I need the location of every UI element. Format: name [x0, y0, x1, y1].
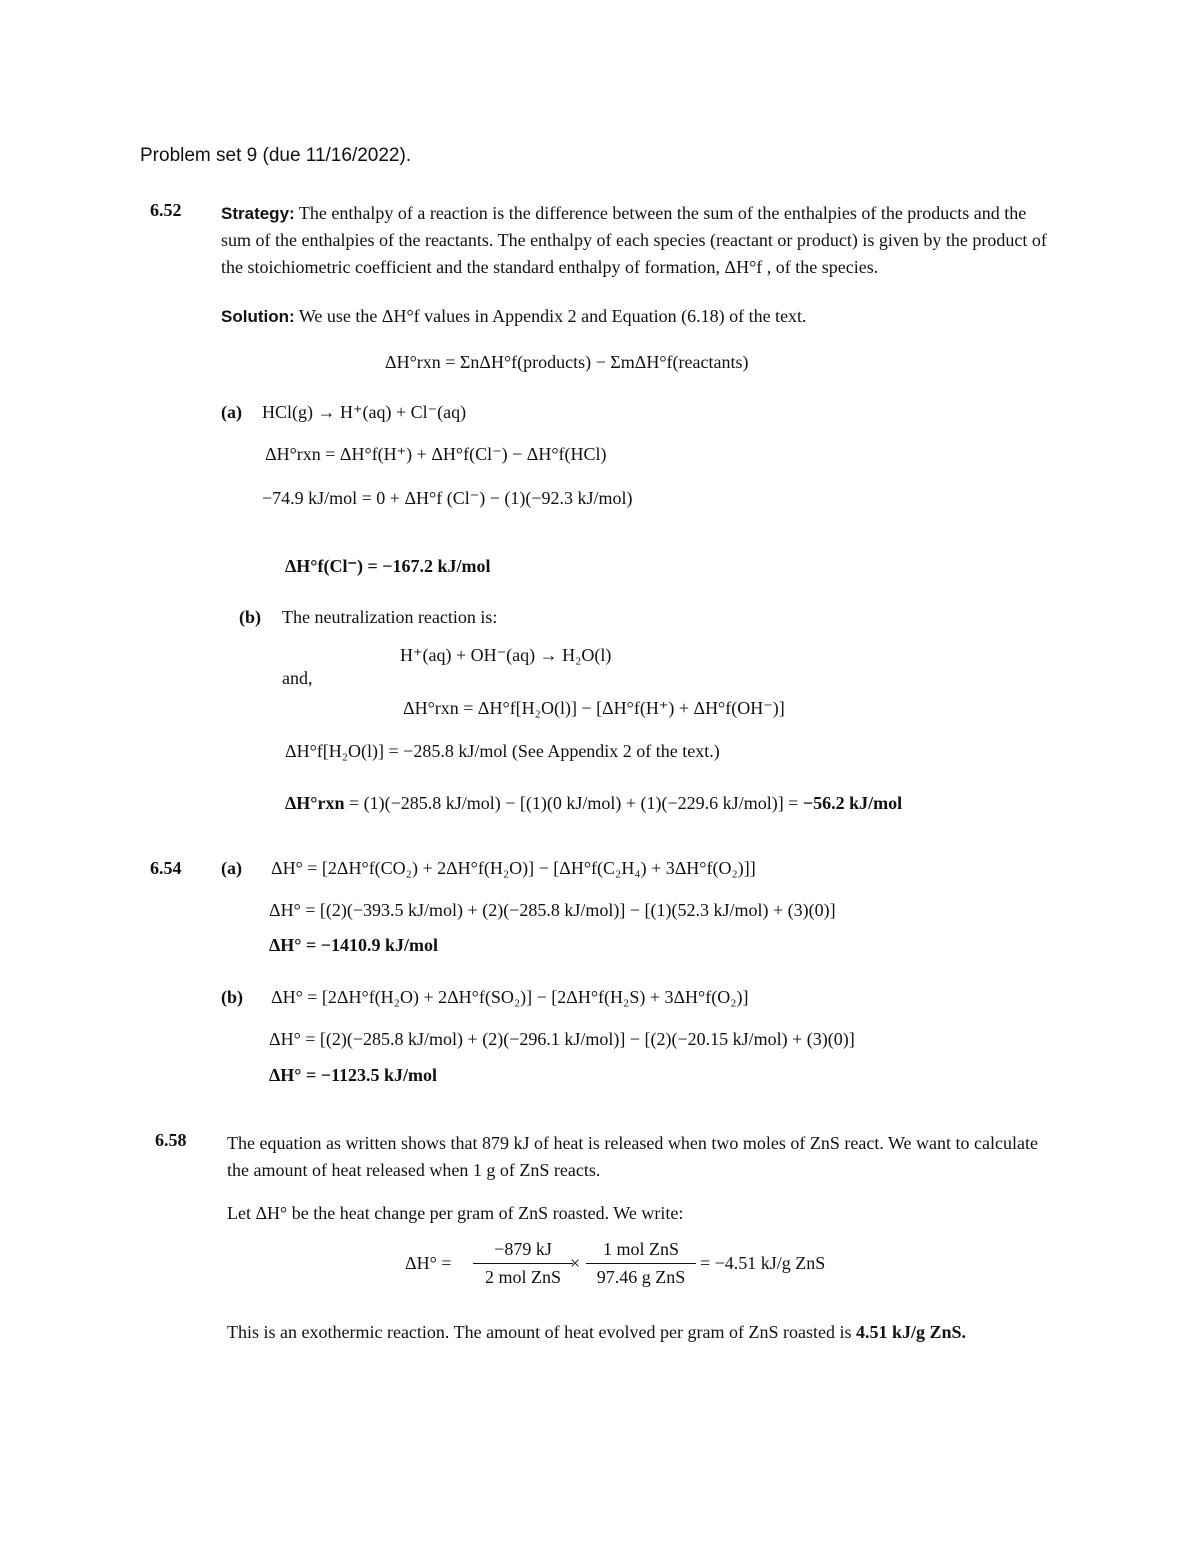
- solution-line: [221, 306, 807, 327]
- conclusion-text: This is an exothermic reaction. The amount of heat evolved per gram of ZnS roasted is: [227, 1322, 852, 1342]
- calc-fraction-1: [473, 1239, 573, 1288]
- problem-number-6-52: 6.52: [150, 200, 182, 220]
- problem-number-6-54: 6.54: [150, 858, 182, 878]
- part-a-equation-2: −74.9 kJ/mol = 0 + ΔH°f (Cl⁻) − (1)(−92.3 kJ/mol): [262, 488, 633, 508]
- general-equation: ΔH°rxn = ΣnΔH°f(products) − ΣmΔH°f(reactants): [385, 352, 749, 372]
- solution-label: Solution:: [221, 307, 295, 326]
- strategy-text: The enthalpy of a reaction is the difference between the sum of the enthalpies of the products and the sum of the enthalpies of the reactants. The enthalpy of each species (reactant or product) is given by the product of the stoichiometric coefficient and the standard enthalpy of formation, ΔH°f , of the species.: [221, 203, 1047, 277]
- part-a-reaction: HCl(g) → H⁺(aq) + Cl⁻(aq): [262, 402, 467, 422]
- calc-denominator-1: 2 mol ZnS: [484, 1267, 561, 1287]
- calc-fraction-2: [586, 1239, 696, 1288]
- calc-rhs: = −4.51 kJ/g ZnS: [700, 1253, 826, 1273]
- conclusion-bold: 4.51 kJ/g ZnS.: [855, 1322, 967, 1342]
- part-a-equation-2-6-54: ΔH° = [(2)(−393.5 kJ/mol) + (2)(−285.8 kJ/mol)] − [(1)(52.3 kJ/mol) + (3)(0)]: [269, 900, 836, 920]
- part-a-label: (a): [221, 402, 242, 422]
- part-a-equation-1: ΔH°rxn = ΔH°f(H⁺) + ΔH°f(Cl⁻) − ΔH°f(HCl): [265, 444, 607, 464]
- calc-numerator-2: 1 mol ZnS: [602, 1239, 679, 1259]
- part-b-result-6-54: ΔH° = −1123.5 kJ/mol: [269, 1065, 438, 1085]
- solution-text: We use the ΔH°f values in Appendix 2 and Equation (6.18) of the text.: [298, 306, 807, 326]
- part-b-and: and,: [282, 668, 313, 688]
- strategy-label: Strategy:: [221, 204, 295, 223]
- part-b-reaction: H⁺(aq) + OH⁻(aq) → H₂O(l): [400, 645, 612, 665]
- part-b-result-mid: = (1)(−285.8 kJ/mol) − [(1)(0 kJ/mol) + (1)(−229.6 kJ/mol)] =: [348, 793, 799, 813]
- part-b-result-lhs: ΔH°rxn: [285, 793, 345, 813]
- part-a-equation-1-6-54: ΔH° = [2ΔH°f(CO₂) + 2ΔH°f(H₂O)] − [ΔH°f(C₂H₄) + 3ΔH°f(O₂)]]: [271, 858, 756, 878]
- strategy-block: [221, 200, 1051, 281]
- part-b-label-6-54: (b): [221, 987, 243, 1007]
- part-b-equation-1-6-54: ΔH° = [2ΔH°f(H₂O) + 2ΔH°f(SO₂)] − [2ΔH°f(H₂S) + 3ΔH°f(O₂)]: [271, 987, 749, 1007]
- part-b-equation-1: ΔH°rxn = ΔH°f[H₂O(l)] − [ΔH°f(H⁺) + ΔH°f(OH⁻)]: [403, 698, 785, 718]
- calc-numerator-1: −879 kJ: [494, 1239, 552, 1259]
- problem-6-58-text: [227, 1130, 1057, 1184]
- calc-times: ×: [570, 1253, 581, 1273]
- part-b-intro: The neutralization reaction is:: [282, 607, 498, 627]
- part-b-label: (b): [239, 607, 261, 627]
- problem-number-6-58: 6.58: [155, 1130, 187, 1150]
- problem-6-58-paragraph-1: The equation as written shows that 879 kJ of heat is released when two moles of ZnS react. We want to calculate the amount of heat released when 1 g of ZnS reacts.: [227, 1133, 1038, 1180]
- part-a-result-6-54: ΔH° = −1410.9 kJ/mol: [269, 935, 439, 955]
- part-a-result: ΔH°f(Cl⁻) = −167.2 kJ/mol: [285, 556, 491, 576]
- fraction-bar: [586, 1263, 696, 1264]
- calc-lhs: ΔH° =: [405, 1253, 452, 1273]
- part-b-equation-2-6-54: ΔH° = [(2)(−285.8 kJ/mol) + (2)(−296.1 kJ/mol)] − [(2)(−20.15 kJ/mol) + (3)(0)]: [269, 1029, 855, 1049]
- page-title: Problem set 9 (due 11/16/2022).: [140, 145, 412, 166]
- calc-denominator-2: 97.46 g ZnS: [596, 1267, 686, 1287]
- part-a-label-6-54: (a): [221, 858, 242, 878]
- problem-6-58-conclusion: [227, 1322, 966, 1343]
- part-b-equation-2: ΔH°f[H₂O(l)] = −285.8 kJ/mol (See Appendix 2 of the text.): [285, 741, 720, 761]
- fraction-bar: [473, 1263, 573, 1264]
- problem-6-58-paragraph-2: Let ΔH° be the heat change per gram of ZnS roasted. We write:: [227, 1203, 684, 1223]
- part-b-result: [285, 793, 902, 814]
- part-b-result-rhs: −56.2 kJ/mol: [802, 793, 903, 813]
